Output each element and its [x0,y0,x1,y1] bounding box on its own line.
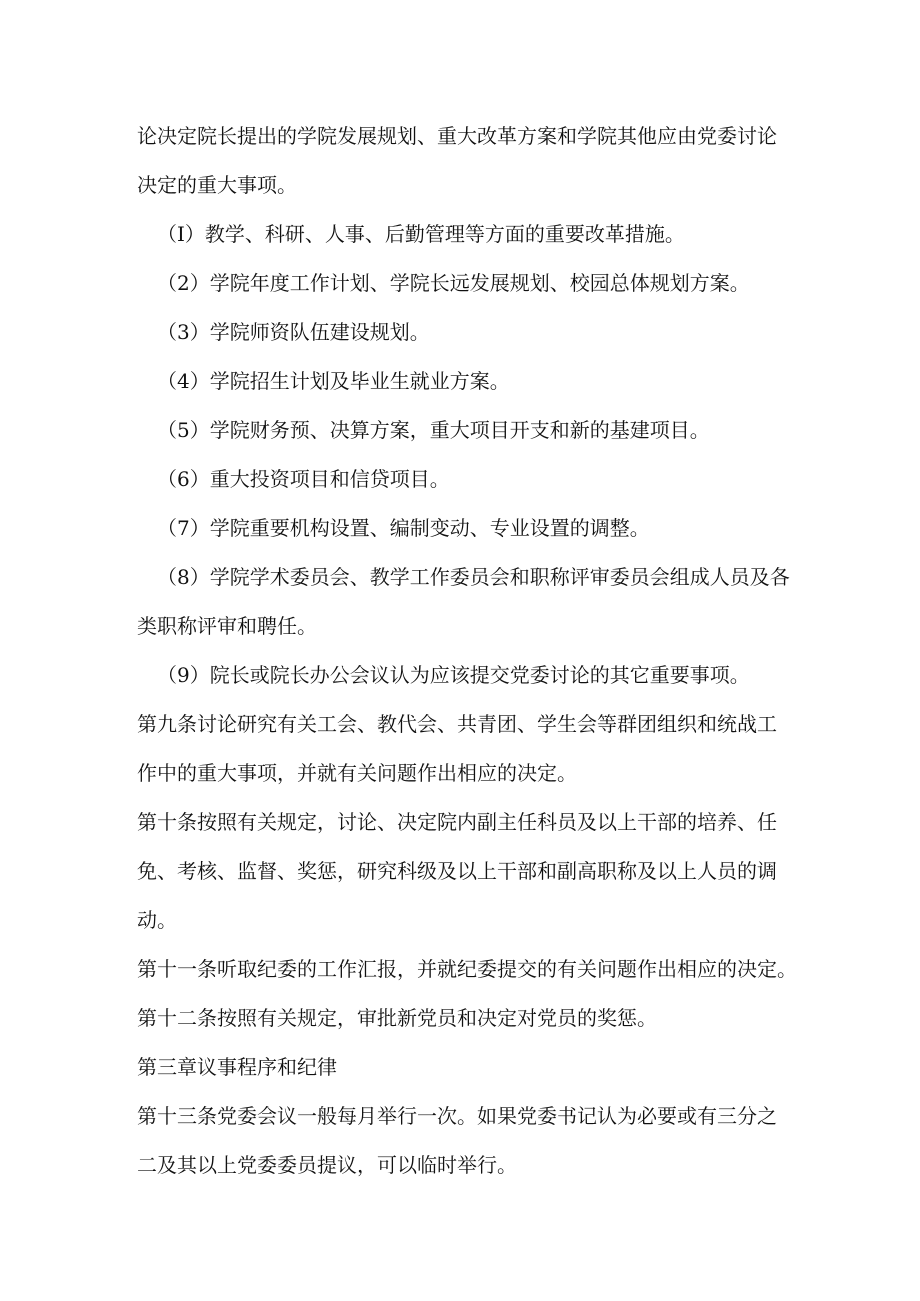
document-line: 第十三条党委会议一般每月举行一次。如果党委书记认为必要或有三分之 [137,1104,777,1128]
document-line: 第十条按照有关规定，讨论、决定院内副主任科员及以上干部的培养、任 [137,810,777,834]
document-line: 决定的重大事项。 [137,173,297,197]
document-line: 作中的重大事项，并就有关问题作出相应的决定。 [137,761,577,785]
document-line: 第九条讨论研究有关工会、教代会、共青团、学生会等群团组织和统战工 [137,712,777,736]
document-line: 类职称评审和聘任。 [137,614,317,638]
document-line: （I）教学、科研、人事、后勤管理等方面的重要改革措施。 [157,222,685,246]
document-line: 第三章议事程序和纪律 [137,1055,337,1079]
document-line: （7）学院重要机构设置、编制变动、专业设置的调整。 [157,516,650,540]
document-line: 论决定院长提出的学院发展规划、重大改革方案和学院其他应由党委讨论 [137,124,777,148]
document-line: 第十二条按照有关规定，审批新党员和决定对党员的奖惩。 [137,1006,657,1030]
document-body [137,112,797,1190]
document-line: （6）重大投资项目和信贷项目。 [157,467,450,491]
document-line: （3）学院师资队伍建设规划。 [157,320,430,344]
document-line: 免、考核、监督、奖惩，研究科级及以上干部和副高职称及以上人员的调 [137,859,777,883]
document-line: （2）学院年度工作计划、学院长远发展规划、校园总体规划方案。 [157,271,750,295]
document-line: 第十一条听取纪委的工作汇报，并就纪委提交的有关问题作出相应的决定。 [137,957,797,981]
document-line: （9）院长或院长办公会议认为应该提交党委讨论的其它重要事项。 [157,663,750,687]
document-line: 动。 [137,908,177,932]
document-line: 二及其以上党委委员提议，可以临时举行。 [137,1153,517,1177]
document-line: （8）学院学术委员会、教学工作委员会和职称评审委员会组成人员及各 [157,565,790,589]
document-line: （4）学院招生计划及毕业生就业方案。 [157,369,510,393]
document-line: （5）学院财务预、决算方案，重大项目开支和新的基建项目。 [157,418,710,442]
